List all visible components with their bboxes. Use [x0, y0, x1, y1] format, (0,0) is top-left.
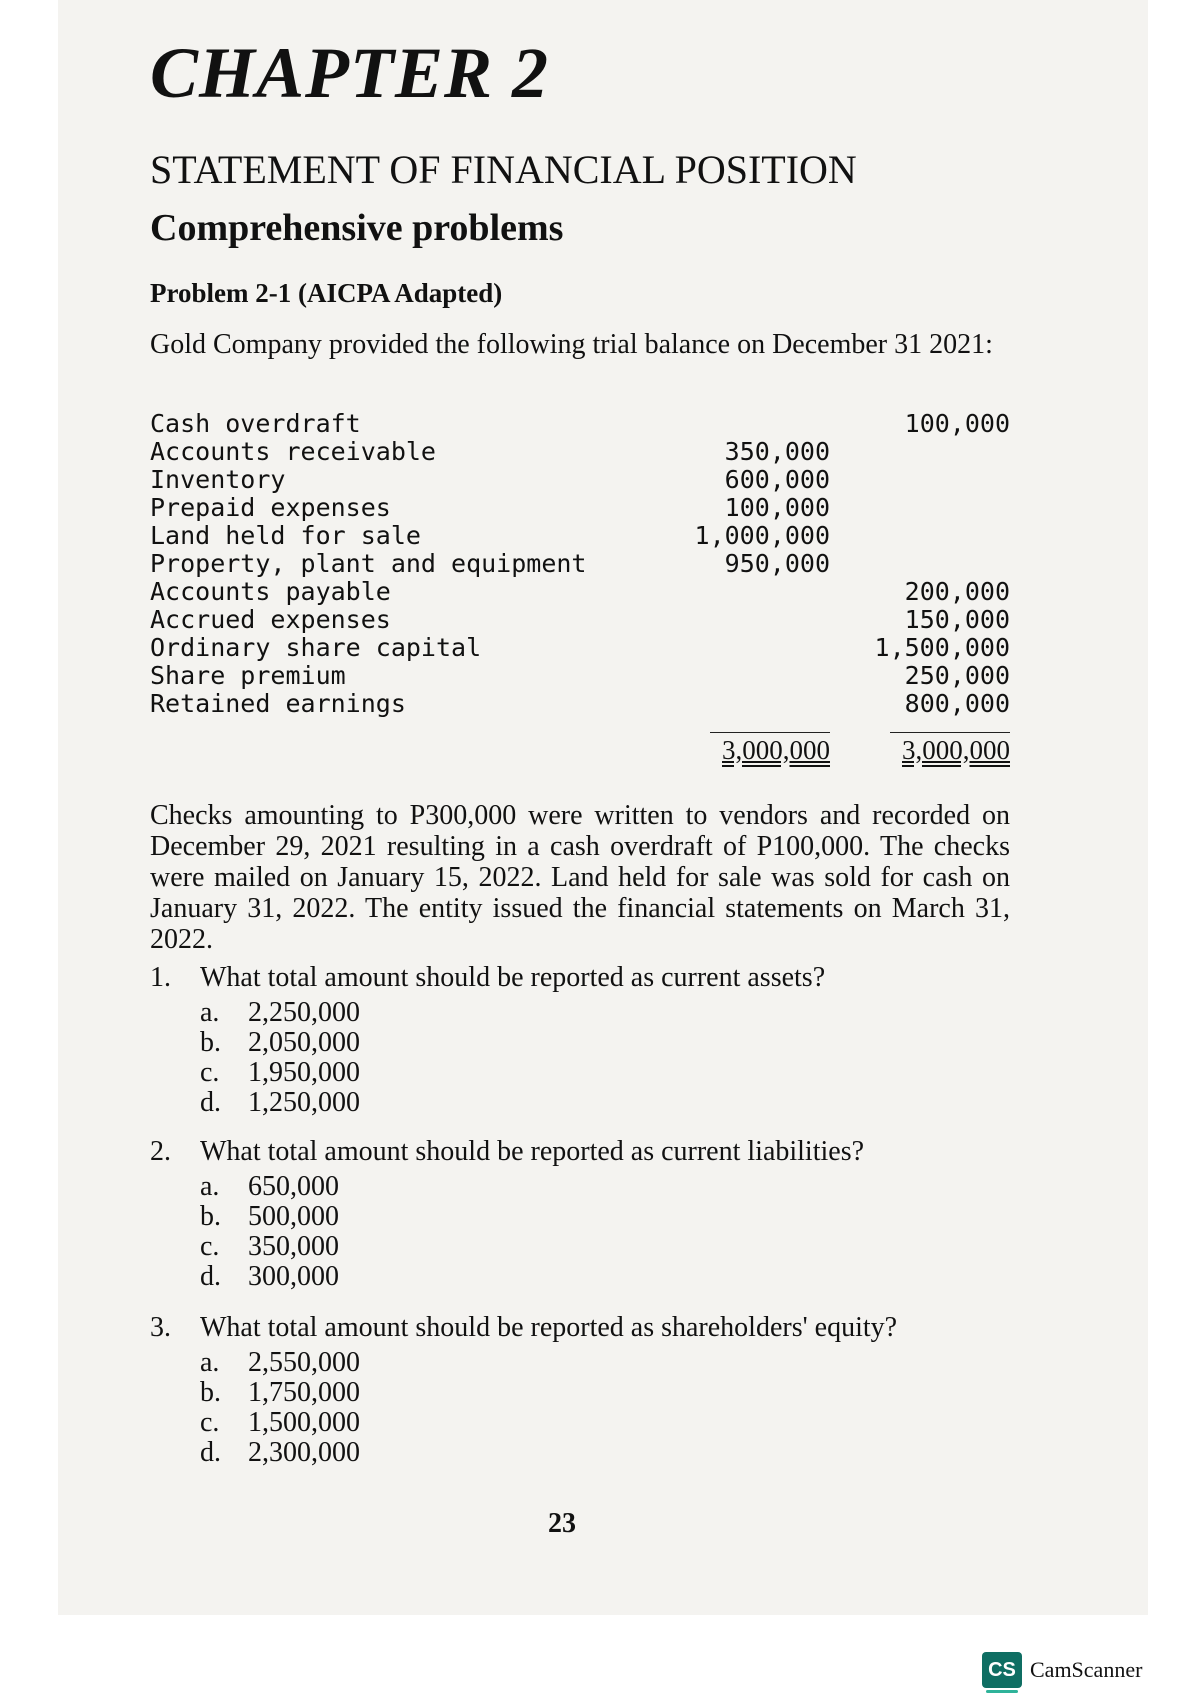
- trial-balance-row: [150, 410, 1010, 438]
- question-1: [150, 962, 1030, 1118]
- question-text: What total amount should be reported as shareholders' equity?: [200, 1312, 898, 1343]
- debit-total-rule: [710, 732, 830, 733]
- answer-choice: [200, 1378, 1030, 1408]
- camscanner-brand: CamScanner: [1030, 1657, 1143, 1682]
- choice-letter: c.: [200, 1231, 220, 1262]
- answer-choice: [200, 1088, 1030, 1118]
- question-number: 2.: [150, 1136, 171, 1167]
- choice-value: 1,250,000: [248, 1087, 360, 1118]
- account-name: Prepaid expenses: [150, 493, 391, 522]
- choice-letter: b.: [200, 1201, 221, 1232]
- trial-balance-row: [150, 634, 1010, 662]
- credit-amount: 250,000: [904, 661, 1010, 690]
- trial-balance-row: [150, 606, 1010, 634]
- camscanner-watermark: [982, 1652, 1142, 1688]
- choice-letter: d.: [200, 1261, 221, 1292]
- trial-balance-row: [150, 662, 1010, 690]
- choice-value: 1,950,000: [248, 1057, 360, 1088]
- account-name: Cash overdraft: [150, 409, 361, 438]
- answer-choice: [200, 1172, 1030, 1202]
- choice-value: 2,050,000: [248, 1027, 360, 1058]
- page-number: 23: [548, 1508, 576, 1539]
- account-name: Accounts payable: [150, 577, 391, 606]
- choice-value: 650,000: [248, 1171, 339, 1202]
- answer-choice: [200, 1262, 1030, 1292]
- choice-value: 1,500,000: [248, 1407, 360, 1438]
- question-number: 3.: [150, 1312, 171, 1343]
- account-name: Inventory: [150, 465, 286, 494]
- choice-letter: d.: [200, 1087, 221, 1118]
- trial-balance-row: [150, 550, 1010, 578]
- choice-letter: c.: [200, 1407, 220, 1438]
- trial-balance-totals: [150, 732, 1010, 772]
- question-text: What total amount should be reported as current liabilities?: [200, 1136, 865, 1167]
- account-name: Land held for sale: [150, 521, 421, 550]
- trial-balance: [150, 410, 1010, 772]
- trial-balance-row: [150, 438, 1010, 466]
- choice-letter: b.: [200, 1027, 221, 1058]
- answer-choice: [200, 998, 1030, 1028]
- camscanner-logo-icon: CS: [982, 1652, 1022, 1688]
- trial-balance-row: [150, 522, 1010, 550]
- debit-amount: 1,000,000: [694, 521, 830, 550]
- debit-amount: 350,000: [724, 437, 830, 466]
- choice-value: 2,550,000: [248, 1347, 360, 1378]
- section-title: STATEMENT OF FINANCIAL POSITION: [150, 147, 857, 192]
- problem-narrative: Checks amounting to P300,000 were written to vendors and recorded on December 29, 2021 resulting in a cash overdraft of P100,000. The checks were mailed on January 15, 2022. Land held for sale was sold for cash on January 31, 2022. The entity issued the financial statements on March 31, 2022.: [150, 800, 1010, 955]
- debit-amount: 600,000: [724, 465, 830, 494]
- choice-value: 350,000: [248, 1231, 339, 1262]
- choice-letter: b.: [200, 1377, 221, 1408]
- debit-amount: 100,000: [724, 493, 830, 522]
- problem-intro: Gold Company provided the following trial balance on December 31 2021:: [150, 329, 993, 360]
- choice-value: 2,300,000: [248, 1437, 360, 1468]
- answer-choice: [200, 1028, 1030, 1058]
- choice-letter: c.: [200, 1057, 220, 1088]
- choice-value: 2,250,000: [248, 997, 360, 1028]
- credit-amount: 150,000: [904, 605, 1010, 634]
- answer-choice: [200, 1232, 1030, 1262]
- account-name: Accounts receivable: [150, 437, 436, 466]
- choice-value: 1,750,000: [248, 1377, 360, 1408]
- question-2: [150, 1136, 1030, 1292]
- choice-letter: d.: [200, 1437, 221, 1468]
- answer-choices: [200, 1172, 1030, 1292]
- credit-total-rule: [890, 732, 1010, 733]
- answer-choice: [200, 1438, 1030, 1468]
- account-name: Accrued expenses: [150, 605, 391, 634]
- account-name: Ordinary share capital: [150, 633, 482, 662]
- choice-value: 300,000: [248, 1261, 339, 1292]
- trial-balance-row: [150, 690, 1010, 718]
- chapter-title: CHAPTER 2: [150, 33, 550, 113]
- credit-amount: 800,000: [904, 689, 1010, 718]
- trial-balance-row: [150, 466, 1010, 494]
- choice-letter: a.: [200, 997, 220, 1028]
- question-3: [150, 1312, 1030, 1468]
- credit-total: 3,000,000: [902, 735, 1010, 765]
- answer-choices: [200, 1348, 1030, 1468]
- answer-choice: [200, 1408, 1030, 1438]
- answer-choice: [200, 1202, 1030, 1232]
- answer-choice: [200, 1348, 1030, 1378]
- choice-letter: a.: [200, 1347, 220, 1378]
- account-name: Property, plant and equipment: [150, 549, 587, 578]
- problem-heading: Problem 2-1 (AICPA Adapted): [150, 278, 503, 308]
- credit-amount: 1,500,000: [874, 633, 1010, 662]
- question-number: 1.: [150, 962, 171, 993]
- debit-total: 3,000,000: [722, 735, 830, 765]
- credit-amount: 200,000: [904, 577, 1010, 606]
- answer-choices: [200, 998, 1030, 1118]
- section-subtitle: Comprehensive problems: [150, 207, 564, 249]
- credit-amount: 100,000: [904, 409, 1010, 438]
- choice-letter: a.: [200, 1171, 220, 1202]
- account-name: Share premium: [150, 661, 346, 690]
- account-name: Retained earnings: [150, 689, 406, 718]
- debit-amount: 950,000: [724, 549, 830, 578]
- trial-balance-row: [150, 578, 1010, 606]
- choice-value: 500,000: [248, 1201, 339, 1232]
- answer-choice: [200, 1058, 1030, 1088]
- question-text: What total amount should be reported as current assets?: [200, 962, 826, 993]
- trial-balance-row: [150, 494, 1010, 522]
